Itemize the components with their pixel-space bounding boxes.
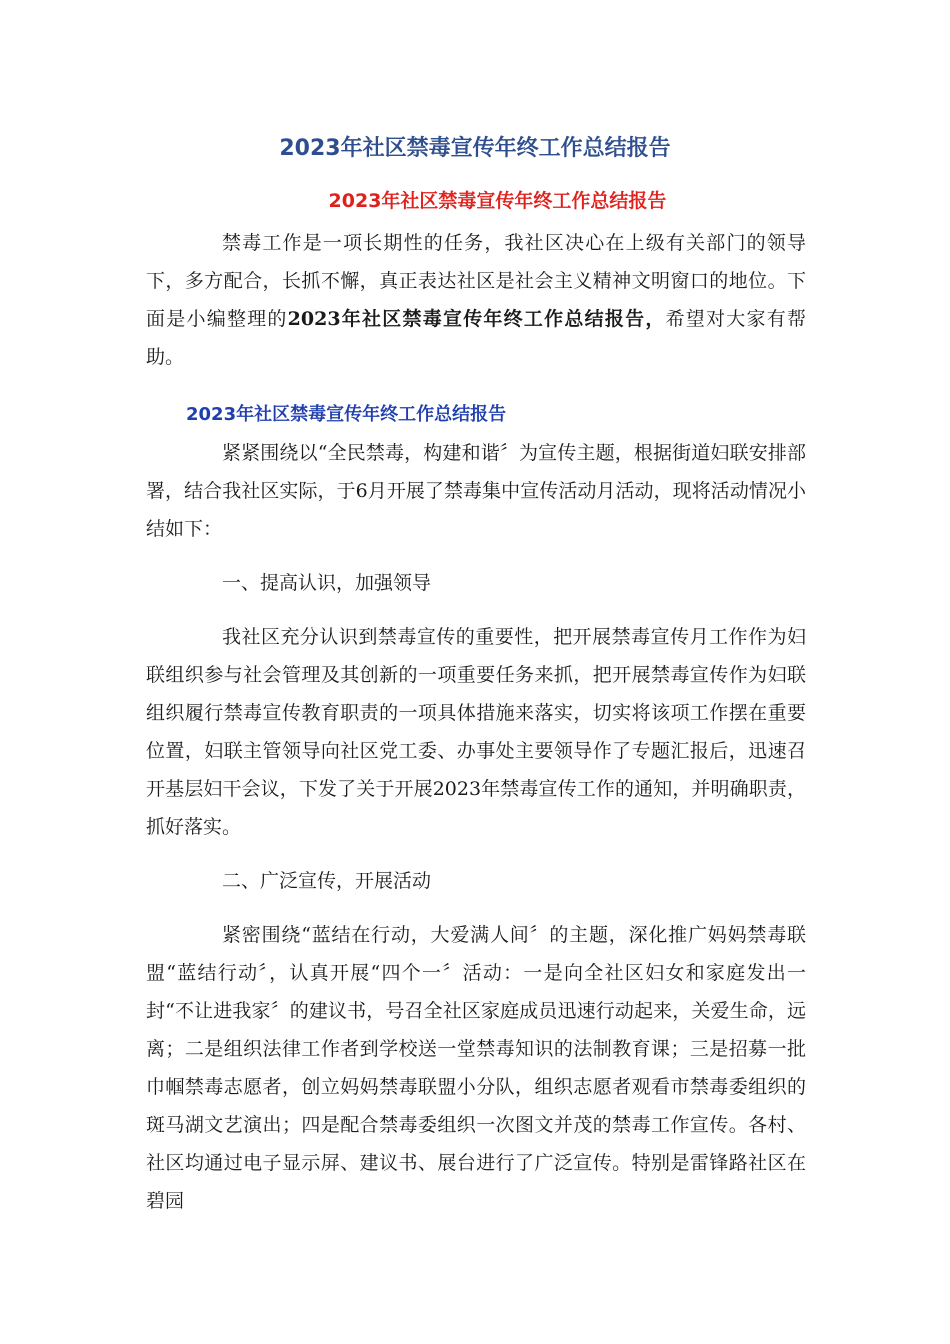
document-body [146, 224, 806, 1220]
heading-1: 一、提高认识，加强领导 [222, 572, 432, 594]
intro-bold-title: 2023年社区禁毒宣传年终工作总结报告， [287, 308, 666, 330]
paragraph-2: 我社区充分认识到禁毒宣传的重要性，把开展禁毒宣传月工作作为妇联组织参与社会管理及其创新的一项重要任务来抓，把开展禁毒宣传作为妇联组织履行禁毒宣传教育职责的一项具体措施来落实，切实将该项工作摆在重要位置，妇联主管领导向社区党工委、办事处主要领导作了专题汇报后，迅速召开基层妇干会议，下发了关于开展2023年禁毒宣传工作的通知，并明确职责，抓好落实。 [146, 626, 806, 838]
document-subtitle: 2023年社区禁毒宣传年终工作总结报告 [328, 190, 667, 212]
paragraph-1: 紧紧围绕以“全民禁毒，构建和谐〞为宣传主题，根据街道妇联安排部署，结合我社区实际，于6月开展了禁毒集中宣传活动月活动，现将活动情况小结如下： [146, 442, 806, 540]
intro-closing-text: 希望对大家有帮助。 [146, 308, 806, 368]
paragraph-3: 紧密围绕“蓝结在行动，大爱满人间〞的主题，深化推广妈妈禁毒联盟“蓝结行动〞，认真开展“四个一〞活动：一是向全社区妇女和家庭发出一封“不让进我家〞的建议书，号召全社区家庭成员迅速行动起来，关爱生命，远离；二是组织法律工作者到学校送一堂禁毒知识的法制教育课；三是招募一批巾帼禁毒志愿者，创立妈妈禁毒联盟小分队，组织志愿者观看市禁毒委组织的斑马湖文艺演出；四是配合禁毒委组织一次图文并茂的禁毒工作宣传。各村、社区均通过电子显示屏、建议书、展台进行了广泛宣传。特别是雷锋路社区在碧园 [146, 924, 806, 1212]
intro-paragraph [146, 224, 806, 376]
section-link-title[interactable]: 2023年社区禁毒宣传年终工作总结报告 [186, 404, 507, 425]
heading-2: 二、广泛宣传，开展活动 [222, 870, 432, 892]
document-title: 2023年社区禁毒宣传年终工作总结报告 [279, 136, 671, 161]
intro-text: 禁毒工作是一项长期性的任务，我社区决心在上级有关部门的领导下，多方配合，长抓不懈，真正表达社区是社会主义精神文明窗口的地位。下面是小编整理的 [146, 232, 806, 330]
